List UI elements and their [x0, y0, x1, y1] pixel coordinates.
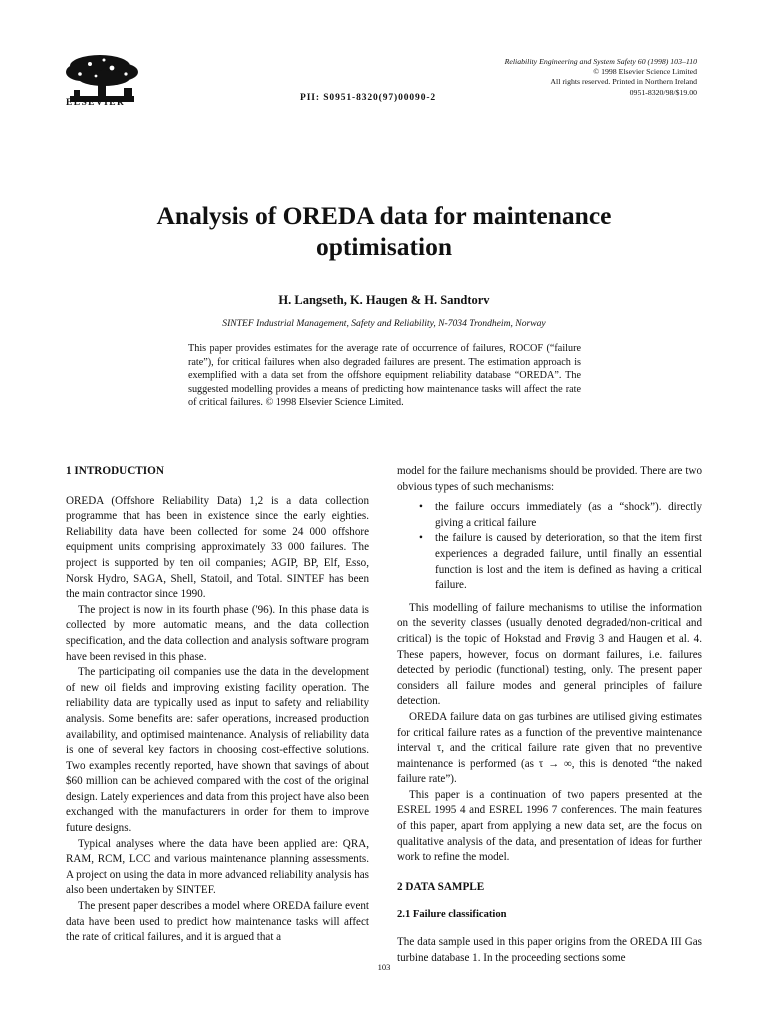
list-item: • the failure is caused by deterioration, so that the item first experiences a degraded failure, until finally an essential function is lost and the item is defined as having a critical failure.	[419, 532, 702, 592]
bullet-icon: •	[419, 532, 423, 545]
copyright-line: © 1998 Elsevier Science Limited	[593, 67, 697, 77]
rights-line: All rights reserved. Printed in Northern Ireland	[550, 77, 697, 87]
affiliation: SINTEF Industrial Management, Safety and Reliability, N-7034 Trondheim, Norway	[222, 318, 546, 329]
paragraph-oreda-gas-turbines: OREDA failure data on gas turbines are utilised giving estimates for critical failure rates as a function of the preventive maintenance interval τ, and the critical failure rate given that no preventive maintenance is performed (as τ → ∞, this is denoted “the naked failure rate”).	[397, 710, 702, 786]
paragraph-continuation: model for the failure mechanisms should be provided. There are two obvious types of such mechanisms:	[397, 465, 702, 493]
pii-code: PII: S0951-8320(97)00090-2	[300, 93, 437, 103]
intro-paragraph-2: The project is now in its fourth phase ('96). In this phase data is collected by more automatic means, and the data collection specification, and the data collection and analysis software program have been revised in this phase.	[66, 603, 369, 663]
subsection-2-1-heading: 2.1 Failure classification	[397, 909, 507, 921]
title-line-1: Analysis of OREDA data for maintenance	[156, 201, 612, 230]
title-line-2: optimisation	[315, 232, 453, 261]
intro-paragraph-4: Typical analyses where the data have been applied are: QRA, RAM, RCM, LCC and various maintenance planning assessments. A project on using the data in more advanced reliability analysis has also been undertaken by SINTEF.	[66, 837, 369, 897]
intro-paragraph-1: OREDA (Offshore Reliability Data) 1,2 is a data collection programme that has been in existence since the early eighties. Reliability data have been collected for some 24 000 offshore equipment units comprising approximately 33 000 failures. The project is supported by ten oil companies; AGIP, BP, Elf, Esso, Norsk Hydro, SAGA, Shell, Statoil, and Total. SINTEF has been the main contractor since 1990.	[66, 494, 369, 601]
journal-reference: Reliability Engineering and System Safety 60 (1998) 103–110	[504, 57, 697, 66]
paragraph-continuation-esrel: This paper is a continuation of two papers presented at the ESREL 1995 4 and ESREL 1996 7 conferences. The main features of this paper, apart from applying a new data set, are the focus on qualitative analysis of the data, and presentation of ideas for further work to refine the model.	[397, 788, 702, 864]
authors: H. Langseth, K. Haugen & H. Sandtorv	[278, 293, 490, 307]
section-1-heading: 1 INTRODUCTION	[66, 465, 164, 477]
right-column	[397, 464, 702, 966]
section-2-heading: 2 DATA SAMPLE	[397, 880, 485, 893]
article-title	[0, 200, 768, 262]
issn-price: 0951-8320/98/$19.00	[629, 87, 697, 97]
page-number: 103	[377, 962, 391, 972]
mechanism-list	[397, 500, 702, 594]
intro-paragraph-5: The present paper describes a model where OREDA failure event data have been used to predict how maintenance tasks will affect the rate of critical failures, and it is argued that a	[66, 900, 369, 944]
list-item: • the failure occurs immediately (as a “shock”). directly giving a critical failure	[419, 501, 702, 529]
publisher-name: ELSEVIER	[66, 98, 126, 108]
journal-info	[417, 57, 697, 98]
abstract: This paper provides estimates for the average rate of occurrence of failures, ROCOF (“failure rate”), for critical failures when also degraded failures are present. The estimation approach is exemplified with a data set from the offshore equipment reliability database “OREDA”. The suggested modelling provides a means of predicting how maintenance tasks will affect the rate of critical failures. © 1998 Elsevier Science Limited.	[188, 343, 581, 408]
intro-paragraph-3: The participating oil companies use the data in the development of new oil fields and improving existing facility operation. The reliability data are typically used as input to safety and reliability analysis. Some benefits are: safer operations, increased production availability, and optimised maintenance. Analysis of reliability data is one of several key factors in choosing cost-effective solutions. Two examples recently reported, have shown that savings of about $60 million can be achieved compared with the cost of the original design. Lately experiences and data from this project have also been exchanged with the manufacturers in order for them to improve future designs.	[66, 666, 369, 835]
bullet-icon: •	[419, 501, 423, 514]
left-column	[66, 464, 369, 946]
data-sample-paragraph: The data sample used in this paper origins from the OREDA III Gas turbine database 1. In the proceeding sections some	[397, 936, 702, 964]
paragraph-modelling: This modelling of failure mechanisms to utilise the information on the severity classes (usually denoted degraded/non-critical and critical) is the topic of Hokstad and Frøvig 3 and Haugen et al. 4. These papers, however, focus on dormant failures, i.e. failures detected by periodic (functional) testing, only. The present paper considers all failure modes and general principles of failure detection.	[397, 601, 702, 708]
